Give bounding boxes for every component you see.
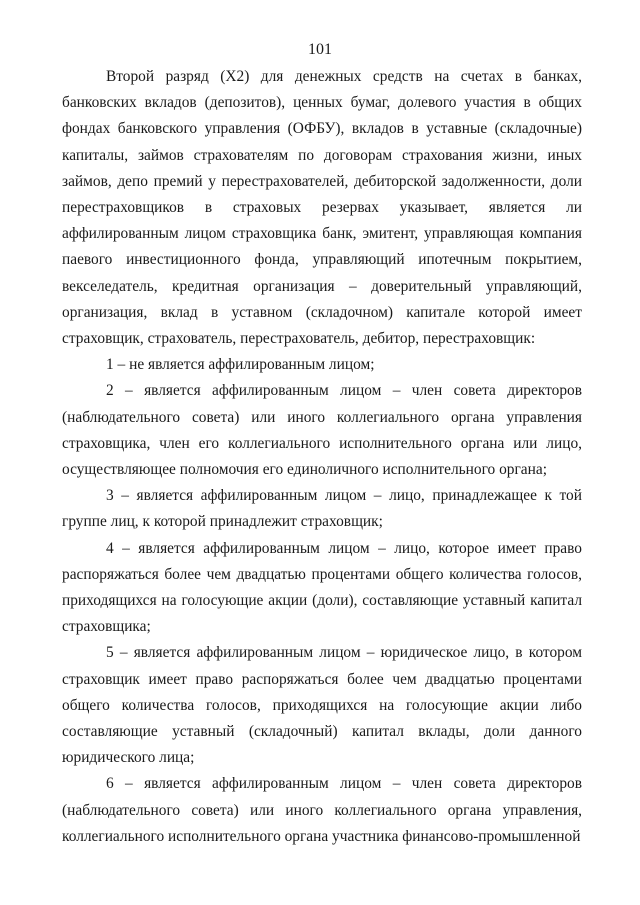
paragraph-option-5: 5 – является аффилированным лицом – юридическое лицо, в котором страховщик имеет право распоряжаться более чем двадцатью процентами общего количества голосов, приходящихся на голосующие акции либо составляющие уставный (складочный) капитал вклады, доли данного юридического лица; — [62, 644, 582, 767]
page-number: 101 — [308, 41, 332, 58]
paragraph-option-1: 1 – не является аффилированным лицом; — [106, 356, 375, 374]
paragraph-option-6: 6 – является аффилированным лицом – член совета директоров (наблюдательного совета) или иного коллегиального органа управления, коллегиального исполнительного органа участника финансово-промышленной — [62, 775, 582, 845]
paragraph-option-3: 3 – является аффилированным лицом – лицо, принадлежащее к той группе лиц, к которой принадлежит страховщик; — [62, 487, 582, 531]
paragraph-option-4: 4 – является аффилированным лицом – лицо, которое имеет право распоряжаться более чем двадцатью процентами общего количества голосов, приходящихся на голосующие акции (доли), составляющие уставный капитал страховщика; — [62, 539, 582, 636]
paragraph-option-2: 2 – является аффилированным лицом – член совета директоров (наблюдательного совета) или иного коллегиального органа управления страховщика, член его коллегиального исполнительного органа или лицо, осуществляющее полномочия его единоличного исполнительного органа; — [62, 382, 582, 479]
document-body — [62, 64, 582, 850]
paragraph-intro: Второй разряд (Х2) для денежных средств на счетах в банках, банковских вкладов (депозитов), ценных бумаг, долевого участия в общих фондах банковского управления (ОФБУ), вкладов в уставные (складочные) капиталы, займов страхователям по договорам страхования жизни, иных займов, депо премий у перестрахователей, дебиторской задолженности, доли перестраховщиков в страховых резервах указывает, является ли аффилированным лицом страховщика банк, эмитент, управляющая компания паевого инвестиционного фонда, управляющий ипотечным покрытием, векселедатель, кредитная организация – доверительный управляющий, организация, вклад в уставном (складочном) капитале которой имеет страховщик, страхователь, перестрахователь, дебитор, перестраховщик: — [62, 68, 582, 348]
